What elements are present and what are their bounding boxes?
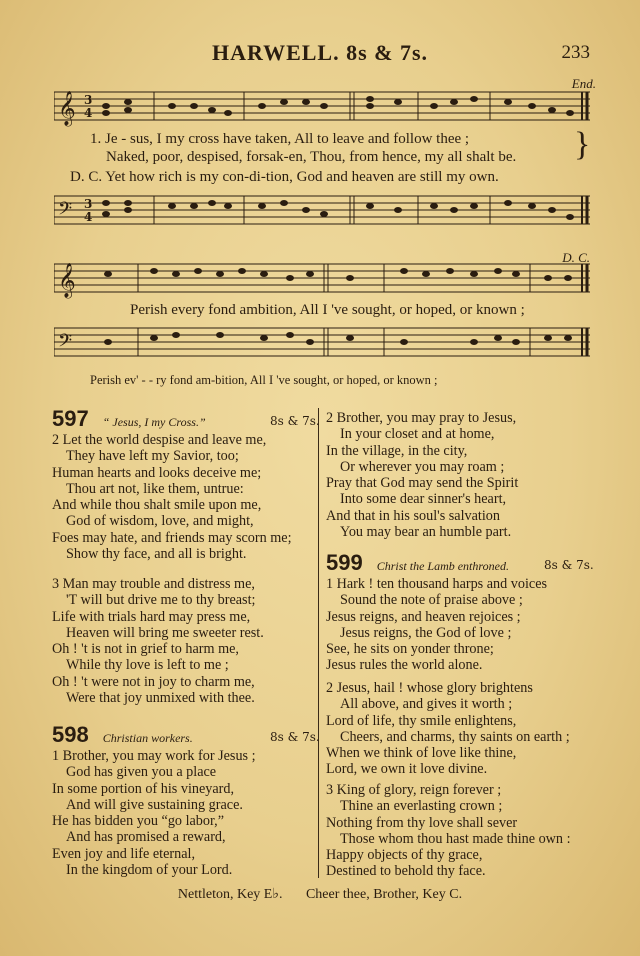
- verse-line: Oh ! 't is not in grief to harm me,: [52, 641, 239, 658]
- verse-line: Those whom thou hast made thine own :: [340, 830, 571, 847]
- footer-right-tune: Cheer thee, Brother, Key C.: [305, 887, 463, 902]
- hymn-599-stanza-2: [326, 680, 570, 778]
- verse-line-1: 1. Je - sus, I my cross have taken, All to leave and follow thee ;: [90, 131, 470, 147]
- verse-line: Sound the note of praise above ;: [340, 592, 523, 609]
- verse-line: When we think of love like thine,: [326, 745, 517, 762]
- verse-line: Were that joy unmixed with thee.: [66, 690, 255, 707]
- verse-line: Even joy and life eternal,: [52, 845, 195, 862]
- verse-brace: }: [574, 126, 591, 163]
- staff-system2-treble: [54, 258, 590, 302]
- verse-line: And will give sustaining grace.: [66, 796, 243, 813]
- page-number: 233: [561, 42, 590, 63]
- hymn-meter: 8s & 7s.: [544, 558, 594, 572]
- hymn-number: 598: [52, 722, 89, 747]
- hymn-598-stanza-1: [52, 748, 256, 878]
- hymn-597-stanza-2: [52, 432, 292, 562]
- svg-text:𝄢: 𝄢: [58, 199, 73, 224]
- verse-line: Human hearts and looks deceive me;: [52, 464, 262, 481]
- svg-text:3: 3: [84, 93, 93, 107]
- hymn-599-stanza-1: [326, 576, 547, 674]
- verse-line: In the village, in the city,: [326, 442, 468, 459]
- verse-line: While thy love is left to me ;: [66, 657, 229, 674]
- verse-line: Thine an everlasting crown ;: [340, 798, 503, 815]
- hymn-number: 597: [52, 406, 89, 431]
- hymn-598-stanza-2: [326, 410, 518, 540]
- svg-text:𝄞: 𝄞: [58, 263, 76, 298]
- hymn-meter: 8s & 7s.: [270, 414, 320, 428]
- column-divider: [318, 408, 319, 878]
- hymn-title: Christ the Lamb enthroned.: [376, 559, 509, 573]
- verse-line: And that in his soul's salvation: [326, 507, 500, 524]
- verse-line: Thou art not, like them, untrue:: [66, 480, 244, 497]
- hymn-597-heading: [52, 406, 206, 432]
- hymn-599-heading: [326, 550, 509, 576]
- verse-line: Nothing from thy love shall sever: [326, 814, 518, 831]
- system2-lyric: Perish every fond ambition, All I 've sought, or hoped, or known ;: [130, 302, 525, 318]
- verse-line: Heaven will bring me sweeter rest.: [66, 624, 264, 641]
- verse-line: Cheers, and charms, thy saints on earth ;: [340, 728, 570, 745]
- verse-line: Oh ! 't were not in joy to charm me,: [52, 673, 255, 690]
- verse-line: Jesus reigns, the God of love ;: [340, 624, 512, 641]
- hymn-title: “ Jesus, I my Cross.”: [102, 415, 206, 429]
- verse-line: God of wisdom, love, and might,: [66, 513, 254, 530]
- verse-line: 1 Brother, you may work for Jesus ;: [52, 748, 256, 764]
- verse-line: 3 Man may trouble and distress me,: [52, 576, 255, 592]
- verse-line: See, he sits on yonder throne;: [326, 641, 494, 658]
- verse-line: In some portion of his vineyard,: [52, 780, 235, 797]
- verse-line: Life with trials hard may press me,: [52, 608, 251, 625]
- hymn-599-stanza-3: [326, 782, 571, 880]
- hymn-597-stanza-3: [52, 576, 264, 706]
- verse-line: Or wherever you may roam ;: [340, 458, 505, 475]
- verse-line: Jesus rules the world alone.: [326, 657, 483, 674]
- verse-line: And has promised a reward,: [66, 829, 226, 846]
- verse-line: Into some dear sinner's heart,: [340, 491, 507, 508]
- svg-text:𝄢: 𝄢: [58, 331, 73, 356]
- verse-line: He has bidden you “go labor,”: [52, 813, 224, 830]
- verse-line: In your closet and at home,: [340, 426, 495, 443]
- verse-line: Happy objects of thy grace,: [326, 847, 483, 864]
- verse-line: Show thy face, and all is bright.: [66, 546, 247, 563]
- verse-line: 2 Let the world despise and leave me,: [52, 432, 267, 448]
- tune-title: HARWELL. 8s & 7s.: [211, 40, 429, 65]
- staff-system1-bass: [54, 190, 590, 234]
- verse-line: 2 Jesus, hail ! whose glory brightens: [326, 680, 533, 696]
- verse-line: 3 King of glory, reign forever ;: [326, 782, 502, 798]
- hymn-number: 599: [326, 550, 363, 575]
- hymn-meter: 8s & 7s.: [270, 730, 320, 744]
- svg-text:4: 4: [84, 106, 93, 120]
- verse-line: Jesus reigns, and heaven rejoices ;: [326, 608, 521, 625]
- dc-lyric-line: D. C. Yet how rich is my con-di-tion, God and heaven are still my own.: [70, 169, 499, 185]
- verse-line: All above, and gives it worth ;: [340, 696, 513, 713]
- footer-left-tune: Nettleton, Key E♭.: [177, 887, 283, 902]
- hymn-598-heading: [52, 722, 193, 748]
- svg-text:3: 3: [84, 197, 93, 211]
- verse-line: You may bear an humble part.: [340, 524, 512, 541]
- svg-text:4: 4: [84, 210, 93, 224]
- verse-line: Lord, we own it love divine.: [326, 761, 488, 778]
- verse-line: Destined to behold thy face.: [326, 863, 486, 880]
- verse-line: God has given you a place: [66, 764, 217, 781]
- verse-line: 'T will but drive me to thy breast;: [66, 592, 256, 609]
- verse-line: Pray that God may send the Spirit: [326, 475, 519, 492]
- system2-lower-lyric: Perish ev' - - ry fond am-bition, All I 've sought, or hoped, or known ;: [90, 373, 438, 387]
- staff-system1-treble: [54, 86, 590, 130]
- hymn-title: Christian workers.: [102, 731, 193, 745]
- verse-line: 2 Brother, you may pray to Jesus,: [326, 410, 517, 426]
- verse-line-2: Naked, poor, despised, forsak-en, Thou, from hence, my all shalt be.: [106, 149, 517, 165]
- verse-line: In the kingdom of your Lord.: [66, 862, 233, 879]
- footer-tune-references: [0, 886, 640, 903]
- verse-line: Foes may hate, and friends may scorn me;: [52, 529, 292, 546]
- staff-system2-bass: [54, 322, 590, 366]
- verse-line: Lord of life, thy smile enlightens,: [326, 712, 517, 729]
- dc-marking: D. C.: [562, 250, 590, 265]
- verse-line: And while thou shalt smile upon me,: [52, 497, 262, 514]
- verse-line: 1 Hark ! ten thousand harps and voices: [326, 576, 548, 592]
- svg-text:𝄞: 𝄞: [58, 91, 76, 126]
- verse-line: They have left my Savior, too;: [66, 448, 239, 465]
- end-marking: End.: [571, 76, 596, 91]
